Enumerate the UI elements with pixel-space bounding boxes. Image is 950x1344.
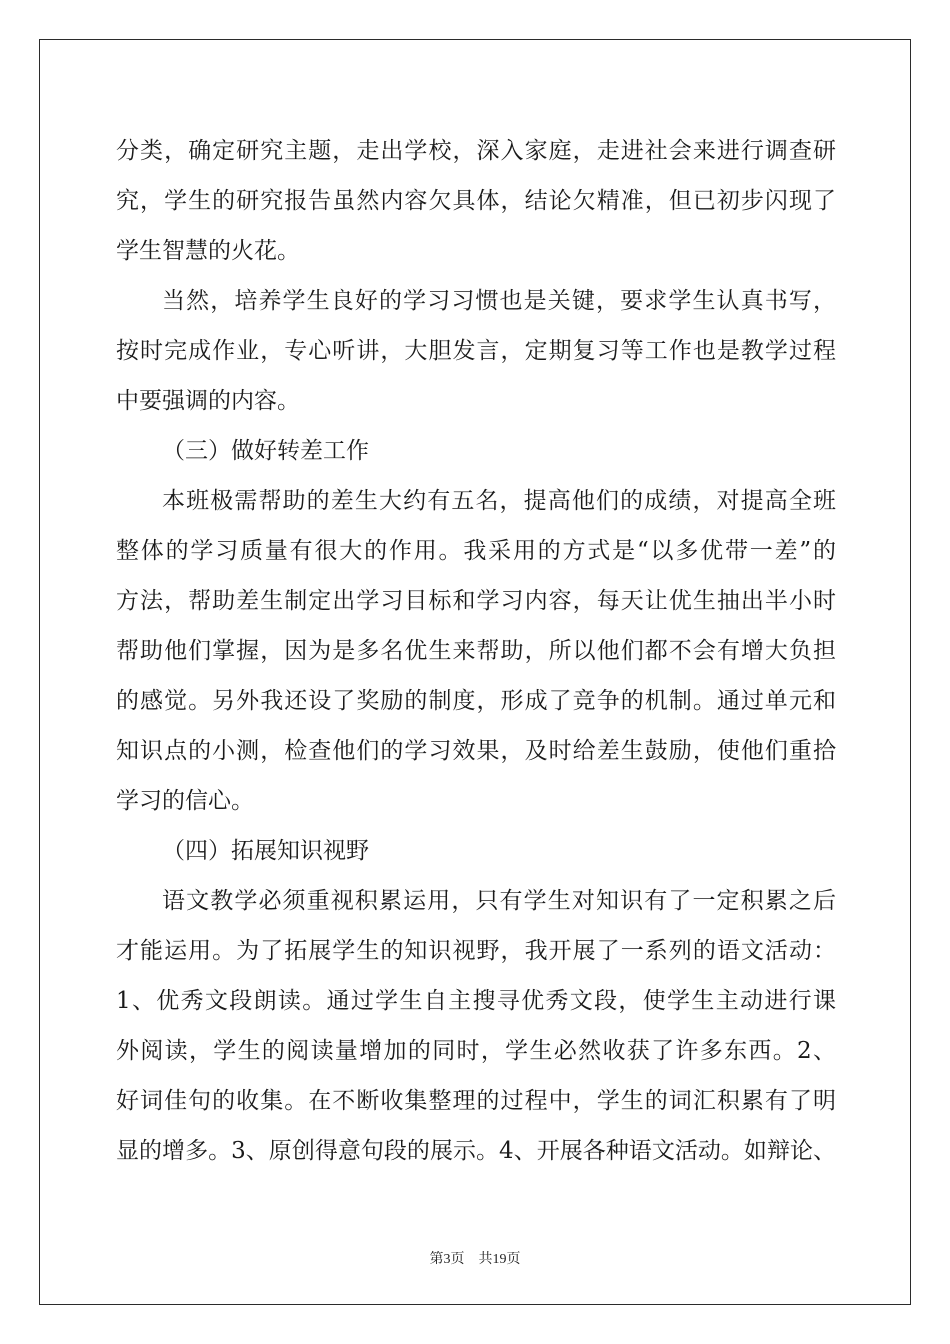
paragraph-line: 语文教学必须重视积累运用，只有学生对知识有了一定积累之后 (162, 888, 836, 914)
page-footer (0, 1248, 950, 1268)
paragraph-line: 究，学生的研究报告虽然内容欠具体，结论欠精准，但已初步闪现了 (116, 188, 836, 214)
total-pages-label: 共19页 (478, 1252, 521, 1267)
paragraph-line: 知识点的小测，检查他们的学习效果，及时给差生鼓励，使他们重拾 (116, 738, 836, 764)
paragraph-line: 学生智慧的火花。 (116, 238, 300, 264)
document-body (116, 126, 836, 1176)
paragraph-line: 方法，帮助差生制定出学习目标和学习内容，每天让优生抽出半小时 (116, 588, 836, 614)
paragraph-line: （三）做好转差工作 (162, 438, 369, 464)
paragraph-line: 中要强调的内容。 (116, 388, 300, 414)
paragraph-line: 整体的学习质量有很大的作用。我采用的方式是“以多优带一差”的 (116, 538, 836, 564)
paragraph-line: 本班极需帮助的差生大约有五名，提高他们的成绩，对提高全班 (162, 488, 836, 514)
paragraph-line: 1、优秀文段朗读。通过学生自主搜寻优秀文段，使学生主动进行课 (116, 988, 836, 1014)
paragraph-line: 分类，确定研究主题，走出学校，深入家庭，走进社会来进行调查研 (116, 138, 836, 164)
paragraph-line: 显的增多。3、原创得意句段的展示。4、开展各种语文活动。如辩论、 (116, 1138, 836, 1164)
paragraph-line: 好词佳句的收集。在不断收集整理的过程中，学生的词汇积累有了明 (116, 1088, 836, 1114)
paragraph-line: 学习的信心。 (116, 788, 254, 814)
paragraph-line: 按时完成作业，专心听讲，大胆发言，定期复习等工作也是教学过程 (116, 338, 836, 364)
current-page-label: 第3页 (429, 1252, 465, 1267)
paragraph-line: （四）拓展知识视野 (162, 838, 369, 864)
paragraph-line: 当然，培养学生良好的学习习惯也是关键，要求学生认真书写， (162, 288, 836, 314)
paragraph-line: 帮助他们掌握，因为是多名优生来帮助，所以他们都不会有增大负担 (116, 638, 836, 664)
paragraph-line: 外阅读，学生的阅读量增加的同时，学生必然收获了许多东西。2、 (116, 1038, 836, 1064)
paragraph-line: 的感觉。另外我还设了奖励的制度，形成了竞争的机制。通过单元和 (116, 688, 836, 714)
paragraph-line: 才能运用。为了拓展学生的知识视野，我开展了一系列的语文活动： (116, 938, 836, 964)
